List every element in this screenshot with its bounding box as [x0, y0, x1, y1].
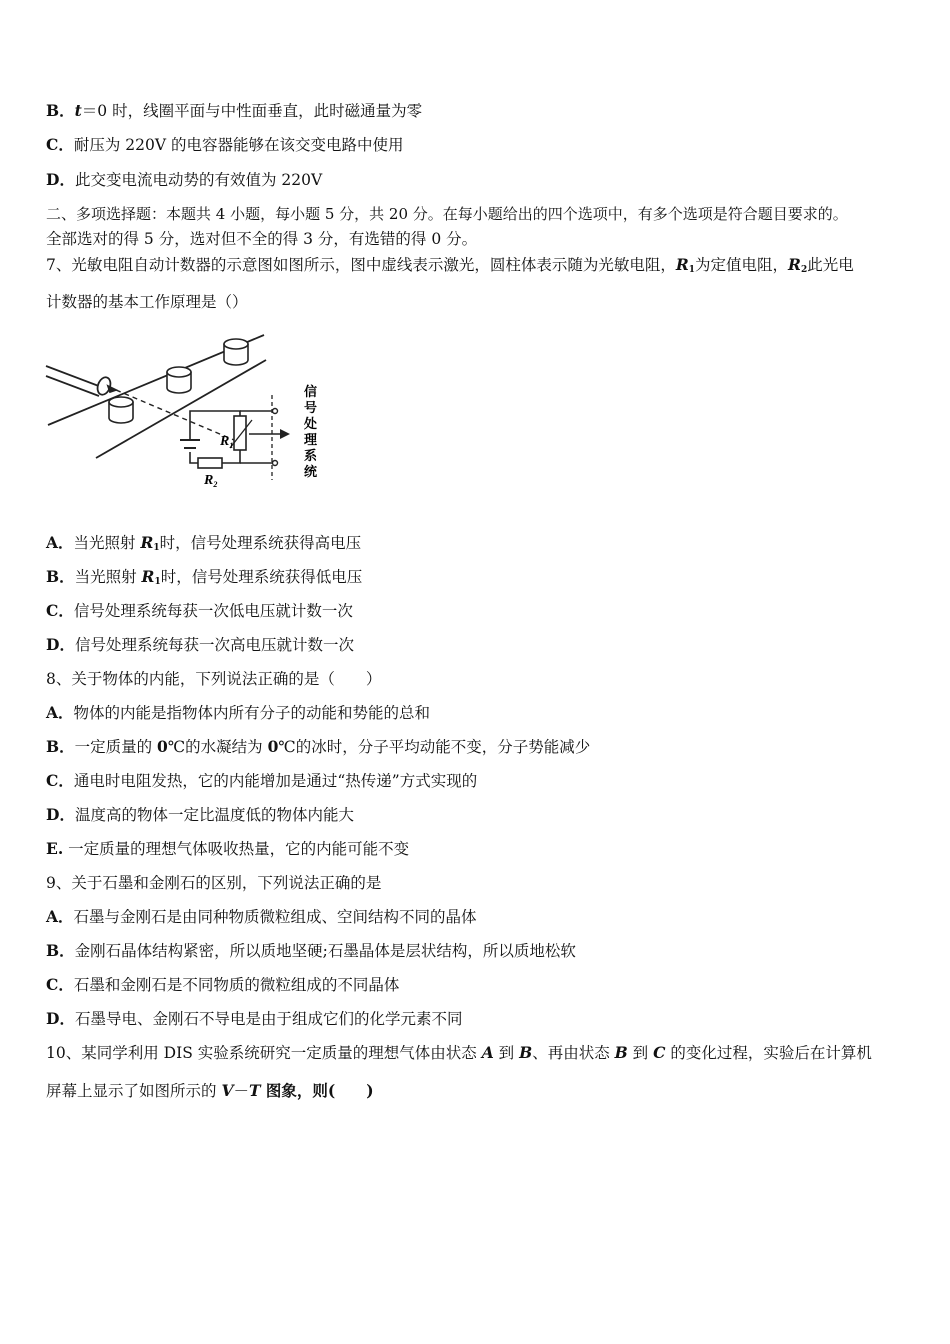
cylinder-object [167, 367, 191, 393]
q7-stem-text: 为定值电阻， [695, 256, 789, 274]
q7-stem-line2: 计数器的基本工作原理是（） [46, 293, 248, 311]
option-letter: C． [46, 135, 74, 154]
q10-text: 图象，则( ) [260, 1081, 374, 1100]
q7-option-b [46, 567, 362, 592]
q7-option-c [46, 601, 353, 621]
r-symbol: R [788, 255, 801, 274]
q8-option-e [46, 839, 409, 859]
laser-tube-bottom [46, 376, 99, 396]
option-letter: D． [46, 805, 75, 824]
q10-text: 屏幕上显示了如图所示的 [46, 1082, 222, 1100]
option-text: 当光照射 [73, 534, 141, 552]
q10-text: 的变化过程，实验后在计算机 [665, 1044, 872, 1062]
svg-text:处: 处 [304, 417, 318, 432]
section2-line1: 二、多项选择题：本题共 4 小题，每小题 5 分，共 20 分。在每小题给出的四个选项中，有多个选项是符合题目要求的。 [46, 205, 848, 223]
q9-option-c [46, 975, 399, 995]
signal-arrow-head [280, 429, 290, 439]
option-text: ℃的水凝结为 [167, 738, 268, 756]
q8-option-a [46, 703, 430, 723]
option-text: 信号处理系统每获一次低电压就计数一次 [73, 602, 353, 620]
svg-text:理: 理 [304, 433, 318, 448]
photocounter-circuit-figure [44, 330, 334, 495]
label-r1: $R_1$ [220, 434, 234, 450]
r-subscript: 1 [153, 543, 160, 553]
option-text: 信号处理系统每获一次高电压就计数一次 [74, 636, 354, 654]
option-text: 石墨和金刚石是不同物质的微粒组成的不同晶体 [73, 976, 400, 994]
option-text: 当光照射 [74, 568, 142, 586]
option-text: ＝0 时，线圈平面与中性面垂直，此时磁通量为零 [81, 102, 423, 120]
q7-stem-line1 [46, 255, 854, 280]
option-letter: C． [46, 975, 74, 994]
svg-text:系: 系 [304, 449, 318, 464]
option-text: 石墨导电、金刚石不导电是由于组成它们的化学元素不同 [74, 1010, 463, 1028]
laser-tube-top [46, 366, 104, 388]
label-r2: $R_2$ [204, 473, 218, 489]
q9-option-d [46, 1009, 462, 1029]
option-text: 一定质量的 [74, 738, 158, 756]
q6-option-d [46, 170, 322, 190]
option-text: 时，信号处理系统获得低电压 [160, 568, 363, 586]
option-letter: C． [46, 601, 74, 620]
svg-text:统: 统 [304, 465, 318, 480]
option-text: ℃的冰时，分子平均动能不变，分子势能减少 [278, 738, 591, 756]
q10-text: 到 [627, 1044, 654, 1062]
q10-stem-line2 [46, 1081, 374, 1101]
q7-stem-text: 此光电 [807, 256, 854, 274]
q9-option-a [46, 907, 477, 927]
option-letter: B． [46, 567, 75, 586]
q8-stem: 8、关于物体的内能，下列说法正确的是（ ） [46, 670, 382, 688]
q7-option-d [46, 635, 354, 655]
temperature-value: 0 [157, 737, 168, 756]
state-b: B [519, 1043, 533, 1062]
photoresistor-r1 [234, 416, 246, 450]
laser-tube-end [95, 375, 112, 396]
svg-text:号: 号 [304, 401, 318, 416]
state-c: C [653, 1043, 666, 1062]
option-letter: A． [46, 907, 74, 926]
option-letter: D． [46, 170, 75, 189]
variable-t: t [74, 101, 82, 120]
resistor-r2 [198, 458, 222, 468]
variable-v: V [221, 1081, 234, 1100]
battery [180, 440, 200, 448]
cylinder-object [224, 339, 248, 365]
option-text: 耐压为 220V 的电容器能够在该交变电路中使用 [73, 136, 404, 154]
option-letter: D． [46, 1009, 75, 1028]
option-letter: A． [46, 533, 74, 552]
option-letter: D． [46, 635, 75, 654]
q8-option-d [46, 805, 354, 825]
state-b: B [614, 1043, 628, 1062]
q10-text: 、再由状态 [532, 1044, 615, 1062]
option-letter: B． [46, 941, 75, 960]
q6-option-b [46, 101, 422, 121]
r-symbol: R [140, 533, 154, 552]
option-letter: C． [46, 771, 74, 790]
q10-text: － [233, 1082, 249, 1100]
option-letter: A． [46, 703, 74, 722]
option-text: 石墨与金刚石是由同种物质微粒组成、空间结构不同的晶体 [73, 908, 477, 926]
q9-stem: 9、关于石墨和金刚石的区别，下列说法正确的是 [46, 874, 382, 892]
option-letter: B． [46, 101, 75, 120]
section2-line2: 全部选对的得 5 分，选对但不全的得 3 分，有选错的得 0 分。 [46, 230, 478, 248]
q10-text: 10、某同学利用 DIS 实验系统研究一定质量的理想气体由状态 [46, 1044, 482, 1062]
r-subscript: 1 [688, 265, 696, 275]
temperature-value: 0 [267, 737, 279, 756]
r-subscript: 2 [800, 265, 808, 275]
state-a: A [481, 1043, 494, 1062]
q8-option-c [46, 771, 477, 791]
variable-t: T [248, 1081, 261, 1100]
q8-option-b [46, 737, 590, 757]
output-terminals [273, 409, 278, 466]
cylinder-object [109, 397, 133, 423]
r-subscript: 1 [154, 577, 161, 587]
r-symbol: R [675, 255, 689, 274]
circuit-wires [190, 411, 274, 463]
option-text: 金刚石晶体结构紧密，所以质地坚硬;石墨晶体是层状结构，所以质地松软 [74, 942, 576, 960]
option-text: 温度高的物体一定比温度低的物体内能大 [74, 806, 354, 824]
option-letter: E. [46, 839, 64, 858]
q7-stem-text: 7、光敏电阻自动计数器的示意图如图所示，图中虚线表示激光，圆柱体表示随为光敏电阻， [46, 256, 676, 274]
option-text: 时，信号处理系统获得高电压 [159, 534, 362, 552]
svg-text:信: 信 [304, 385, 318, 400]
option-text: 此交变电流电动势的有效值为 220V [74, 171, 323, 189]
q10-stem-line1 [46, 1043, 872, 1063]
q7-option-a [46, 533, 361, 558]
option-letter: B． [46, 737, 75, 756]
signal-processing-label [303, 384, 318, 480]
option-text: 物体的内能是指物体内所有分子的动能和势能的总和 [73, 704, 431, 722]
laser-emitter [108, 386, 116, 392]
q9-option-b [46, 941, 576, 961]
option-text: 一定质量的理想气体吸收热量，它的内能可能不变 [63, 840, 410, 858]
q10-text: 到 [493, 1044, 520, 1062]
q6-option-c [46, 135, 403, 155]
r-symbol: R [141, 567, 155, 586]
option-text: 通电时电阻发热，它的内能增加是通过“热传递”方式实现的 [73, 772, 478, 790]
